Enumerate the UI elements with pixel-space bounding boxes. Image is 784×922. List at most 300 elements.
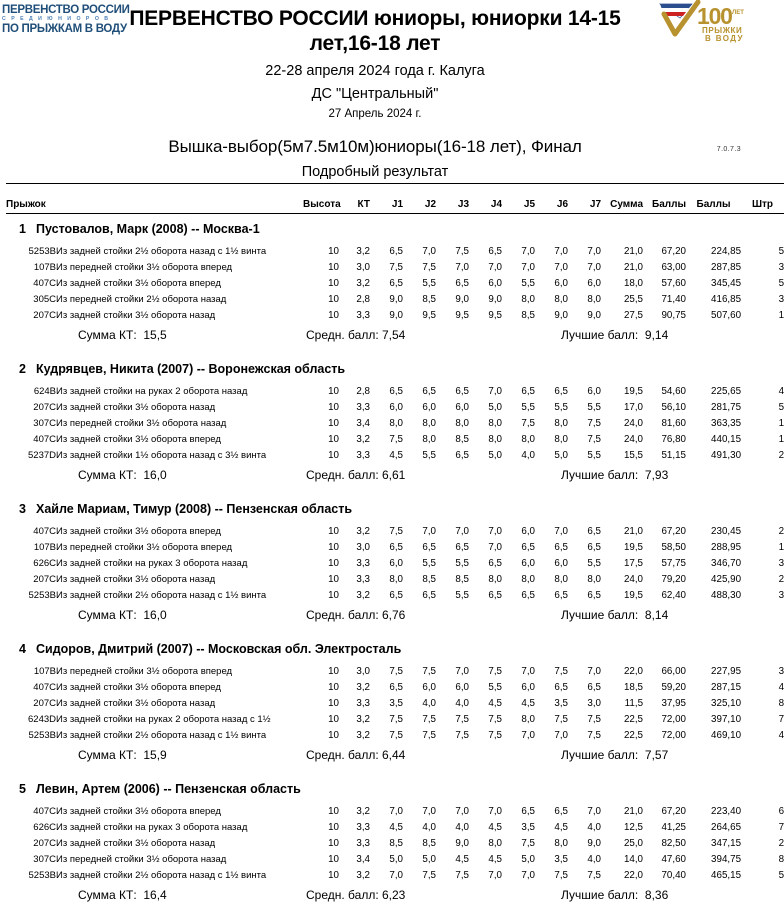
judge-score-j1: 7,5 [389, 713, 404, 725]
dive-points: 58,50 [661, 541, 687, 553]
judge-score-j6: 8,0 [554, 417, 569, 429]
running-total: 287,15 [711, 681, 742, 693]
judge-score-j4: 8,0 [488, 573, 503, 585]
running-total: 347,15 [711, 837, 742, 849]
judge-score-j1: 7,5 [389, 665, 404, 677]
dive-sum: 14,0 [623, 853, 644, 865]
dive-penalty: 8 [778, 697, 784, 709]
judge-score-j7: 7,5 [587, 869, 602, 881]
running-total: 465,15 [711, 869, 742, 881]
avg-score-group [306, 610, 405, 621]
judge-score-j3: 6,5 [455, 277, 470, 289]
dive-sum: 27,5 [623, 309, 644, 321]
judge-score-j4: 8,0 [488, 417, 503, 429]
running-total: 394,75 [711, 853, 742, 865]
dive-code: 407C [33, 805, 56, 817]
avg-score-label: Средн. балл: [306, 468, 379, 482]
judge-score-j1: 7,0 [389, 805, 404, 817]
running-total: 416,85 [711, 293, 742, 305]
dive-height: 10 [328, 261, 340, 273]
dive-points: 54,60 [661, 385, 687, 397]
judge-score-j7: 6,0 [587, 277, 602, 289]
dive-dd: 3,2 [356, 245, 371, 257]
dive-height: 10 [328, 665, 340, 677]
athlete-summary-row [6, 463, 784, 494]
dive-height: 10 [328, 245, 340, 257]
judge-score-j1: 8,0 [389, 417, 404, 429]
judge-score-j7: 7,0 [587, 665, 602, 677]
table-row [6, 243, 784, 259]
dive-code: 207C [33, 573, 56, 585]
judge-score-j6: 3,5 [554, 853, 569, 865]
judge-score-j3: 9,0 [455, 837, 470, 849]
judge-score-j5: 5,5 [521, 277, 536, 289]
dive-points: 76,80 [661, 433, 687, 445]
running-total: 288,95 [711, 541, 742, 553]
dive-code: 407C [33, 681, 56, 693]
judge-score-j1: 8,0 [389, 573, 404, 585]
avg-score-group [306, 750, 405, 761]
table-row [6, 259, 784, 275]
judge-score-j1: 7,5 [389, 261, 404, 273]
dive-dd: 2,8 [356, 385, 371, 397]
dive-description: Из задней стойки 2½ оборота назад с 1½ винта [56, 729, 267, 741]
judge-score-j4: 7,0 [488, 541, 503, 553]
judge-score-j3: 7,5 [455, 245, 470, 257]
judge-score-j1: 7,0 [389, 869, 404, 881]
table-row [6, 867, 784, 883]
dive-penalty: 5 [778, 245, 784, 257]
avg-score-label: Средн. балл: [306, 608, 379, 622]
judge-score-j2: 6,5 [422, 541, 437, 553]
dive-penalty: 1 [778, 541, 784, 553]
athlete-name: Сидоров, Дмитрий (2007) -- Московская обл. Электросталь [36, 642, 402, 656]
judge-score-j5: 8,0 [521, 713, 536, 725]
judge-score-j4: 7,5 [488, 729, 503, 741]
judge-score-j3: 8,5 [455, 433, 470, 445]
dive-code: 407C [33, 277, 56, 289]
sum-dd-group [78, 470, 167, 481]
running-total: 227,95 [711, 665, 742, 677]
dive-description: Из задней стойки 2½ оборота назад с 1½ винта [56, 589, 267, 601]
dive-sum: 21,0 [623, 245, 644, 257]
dive-code: 5237D [28, 449, 56, 461]
dive-sum: 19,5 [623, 541, 644, 553]
judge-score-j2: 7,5 [422, 665, 437, 677]
dive-code: 6243D [28, 713, 56, 725]
judge-score-j2: 6,5 [422, 385, 437, 397]
sum-dd-label: Сумма КТ: [78, 328, 137, 342]
judge-score-j4: 6,5 [488, 557, 503, 569]
svg-text:ПРЫЖКИ: ПРЫЖКИ [702, 26, 743, 35]
column-header-dive: Прыжок [6, 184, 303, 214]
athlete-summary-cell [6, 323, 784, 354]
judge-score-j2: 5,5 [422, 277, 437, 289]
judge-score-j1: 8,5 [389, 837, 404, 849]
dive-penalty: 3 [778, 589, 784, 601]
judge-score-j6: 9,0 [554, 309, 569, 321]
judge-score-j5: 6,5 [521, 589, 536, 601]
dive-description: Из передней стойки 2½ оборота назад [56, 293, 227, 305]
dive-height: 10 [328, 541, 340, 553]
dive-height: 10 [328, 729, 340, 741]
judge-score-j4: 6,0 [488, 277, 503, 289]
judge-score-j5: 4,5 [521, 697, 536, 709]
dive-dd: 3,2 [356, 805, 371, 817]
dive-penalty: 2 [778, 573, 784, 585]
judge-score-j5: 7,0 [521, 665, 536, 677]
table-row [6, 727, 784, 743]
sum-dd-label: Сумма КТ: [78, 748, 137, 762]
judge-score-j6: 6,0 [554, 557, 569, 569]
judge-score-j7: 7,5 [587, 433, 602, 445]
judge-score-j6: 7,0 [554, 245, 569, 257]
dive-description: Из задней стойки 3½ оборота вперед [56, 805, 221, 817]
sum-dd-value: 15,5 [143, 328, 167, 342]
judge-score-j4: 7,0 [488, 525, 503, 537]
judge-score-j2: 7,5 [422, 869, 437, 881]
judge-score-j1: 5,0 [389, 853, 404, 865]
judge-score-j3: 9,0 [455, 293, 470, 305]
athlete-summary-cell [6, 883, 784, 914]
dive-description: Из задней стойки 3½ оборота назад [56, 309, 216, 321]
column-header-j6: J6 [535, 184, 568, 214]
sum-dd-label: Сумма КТ: [78, 608, 137, 622]
judge-score-j1: 6,5 [389, 245, 404, 257]
judge-score-j7: 7,5 [587, 729, 602, 741]
dive-code: 207C [33, 401, 56, 413]
table-row [6, 307, 784, 323]
judge-score-j5: 6,0 [521, 681, 536, 693]
dive-points: 63,00 [661, 261, 687, 273]
judge-score-j7: 5,5 [587, 557, 602, 569]
dive-penalty: 3 [778, 665, 784, 677]
judge-score-j1: 7,5 [389, 729, 404, 741]
dive-description: Из передней стойки 3½ оборота назад [56, 417, 227, 429]
judge-score-j1: 9,0 [389, 309, 404, 321]
dive-height: 10 [328, 573, 340, 585]
avg-score-group [306, 330, 405, 341]
table-row [6, 555, 784, 571]
judge-score-j6: 7,0 [554, 525, 569, 537]
judge-score-j6: 7,5 [554, 869, 569, 881]
judge-score-j6: 7,5 [554, 713, 569, 725]
dive-sum: 24,0 [623, 417, 644, 429]
judge-score-j1: 9,0 [389, 293, 404, 305]
dive-points: 71,40 [661, 293, 687, 305]
best-score-value: 8,14 [644, 608, 669, 622]
dive-points: 66,00 [661, 665, 687, 677]
dive-code: 107B [33, 541, 56, 553]
dive-points: 51,15 [661, 449, 687, 461]
judge-score-j2: 8,5 [422, 293, 437, 305]
table-row [6, 431, 784, 447]
dive-sum: 18,5 [623, 681, 644, 693]
dive-height: 10 [328, 805, 340, 817]
dive-description: Из задней стойки на руках 3 оборота назад [56, 557, 248, 569]
dive-points: 41,25 [661, 821, 687, 833]
running-total: 225,65 [711, 385, 742, 397]
table-row [6, 835, 784, 851]
dive-description: Из задней стойки 1½ оборота назад с 3½ винта [56, 449, 267, 461]
judge-score-j6: 7,0 [554, 261, 569, 273]
athlete-header-cell [6, 634, 784, 663]
dive-code: 5253B [28, 869, 56, 881]
judge-score-j7: 5,5 [587, 401, 602, 413]
dive-dd: 3,2 [356, 277, 371, 289]
avg-score-label: Средн. балл: [306, 888, 379, 902]
dive-points: 59,20 [661, 681, 687, 693]
table-row [6, 663, 784, 679]
sum-dd-value: 16,0 [143, 608, 167, 622]
judge-score-j1: 7,5 [389, 433, 404, 445]
judge-score-j7: 8,0 [587, 573, 602, 585]
judge-score-j7: 9,0 [587, 837, 602, 849]
table-row [6, 803, 784, 819]
judge-score-j6: 6,5 [554, 385, 569, 397]
dive-dd: 3,2 [356, 525, 371, 537]
judge-score-j6: 3,5 [554, 697, 569, 709]
running-total: 325,10 [711, 697, 742, 709]
running-total: 345,45 [711, 277, 742, 289]
dive-code: 305C [33, 293, 56, 305]
sum-dd-value: 16,0 [143, 468, 167, 482]
judge-score-j7: 8,0 [587, 293, 602, 305]
running-total: 264,65 [711, 821, 742, 833]
judge-score-j5: 6,5 [521, 805, 536, 817]
dive-points: 37,95 [661, 697, 687, 709]
dive-description: Из передней стойки 3½ оборота вперед [56, 261, 233, 273]
judge-score-j6: 6,5 [554, 805, 569, 817]
dive-dd: 3,2 [356, 729, 371, 741]
dive-code: 407C [33, 525, 56, 537]
anniversary-logo [658, 0, 746, 44]
dive-dd: 3,3 [356, 697, 371, 709]
judge-score-j4: 9,5 [488, 309, 503, 321]
judge-score-j6: 6,5 [554, 681, 569, 693]
dive-sum: 15,5 [623, 449, 644, 461]
judge-score-j7: 7,0 [587, 261, 602, 273]
dive-code: 5253B [28, 245, 56, 257]
dive-height: 10 [328, 525, 340, 537]
dive-height: 10 [328, 821, 340, 833]
dive-description: Из задней стойки 3½ оборота назад [56, 697, 216, 709]
judge-score-j2: 8,5 [422, 837, 437, 849]
athlete-header-cell [6, 354, 784, 383]
judge-score-j3: 4,5 [455, 853, 470, 865]
column-header-total: Баллы [686, 184, 741, 214]
judge-score-j5: 6,5 [521, 385, 536, 397]
dive-sum: 24,0 [623, 573, 644, 585]
document-header [0, 0, 750, 183]
logo-line-2: С Р Е Д И Ю Н И О Р О В [2, 16, 111, 22]
dive-sum: 22,0 [623, 869, 644, 881]
table-row [6, 275, 784, 291]
column-header-j4: J4 [469, 184, 502, 214]
best-score-value: 9,14 [644, 328, 669, 342]
judge-score-j7: 3,0 [587, 697, 602, 709]
dive-points: 57,75 [661, 557, 687, 569]
dive-penalty: 3 [778, 293, 784, 305]
judge-score-j6: 6,5 [554, 541, 569, 553]
best-score-label: Лучшие балл: [561, 888, 639, 902]
results-table [6, 183, 784, 914]
dive-height: 10 [328, 837, 340, 849]
judge-score-j4: 9,0 [488, 293, 503, 305]
avg-score-value: 7,54 [382, 328, 406, 342]
judge-score-j2: 9,5 [422, 309, 437, 321]
dive-height: 10 [328, 697, 340, 709]
dive-points: 67,20 [661, 525, 687, 537]
judge-score-j4: 6,5 [488, 245, 503, 257]
judge-score-j5: 6,0 [521, 525, 536, 537]
dive-dd: 3,3 [356, 401, 371, 413]
judge-score-j2: 8,0 [422, 433, 437, 445]
dive-code: 307C [33, 417, 56, 429]
athlete-rank: 1 [19, 222, 26, 236]
running-total: 488,30 [711, 589, 742, 601]
table-body [6, 214, 784, 915]
sum-dd-label: Сумма КТ: [78, 888, 137, 902]
dive-height: 10 [328, 853, 340, 865]
dive-penalty: 2 [778, 525, 784, 537]
athlete-header-row [6, 494, 784, 523]
judge-score-j4: 4,5 [488, 853, 503, 865]
judge-score-j4: 7,0 [488, 261, 503, 273]
dive-code: 107B [33, 665, 56, 677]
dive-dd: 3,0 [356, 261, 371, 273]
best-score-group [561, 750, 668, 761]
running-total: 397,10 [711, 713, 742, 725]
judge-score-j4: 7,0 [488, 805, 503, 817]
judge-score-j7: 6,5 [587, 541, 602, 553]
judge-score-j3: 7,5 [455, 713, 470, 725]
column-header-j1: J1 [370, 184, 403, 214]
dive-height: 10 [328, 713, 340, 725]
dive-dd: 3,2 [356, 433, 371, 445]
dive-sum: 25,0 [623, 837, 644, 849]
dive-dd: 3,4 [356, 853, 371, 865]
judge-score-j6: 6,5 [554, 589, 569, 601]
dive-penalty: 2 [778, 837, 784, 849]
judge-score-j1: 6,0 [389, 557, 404, 569]
running-total: 223,40 [711, 805, 742, 817]
dive-description: Из передней стойки 3½ оборота назад [56, 853, 227, 865]
dive-penalty: 1 [778, 417, 784, 429]
dive-dd: 3,3 [356, 821, 371, 833]
table-row [6, 711, 784, 727]
dive-dd: 3,4 [356, 417, 371, 429]
dive-dd: 3,2 [356, 681, 371, 693]
avg-score-value: 6,61 [382, 468, 406, 482]
dive-points: 67,20 [661, 245, 687, 257]
athlete-header-cell [6, 774, 784, 803]
sum-dd-label: Сумма КТ: [78, 468, 137, 482]
judge-score-j6: 5,0 [554, 449, 569, 461]
dive-height: 10 [328, 277, 340, 289]
sum-dd-group [78, 750, 167, 761]
dive-height: 10 [328, 449, 340, 461]
column-header-penalty: Штр [741, 184, 784, 214]
athlete-header-row [6, 774, 784, 803]
column-header-j3: J3 [436, 184, 469, 214]
judge-score-j3: 7,0 [455, 665, 470, 677]
dive-points: 56,10 [661, 401, 687, 413]
dive-height: 10 [328, 401, 340, 413]
sum-dd-value: 15,9 [143, 748, 167, 762]
running-total: 230,45 [711, 525, 742, 537]
dive-points: 62,40 [661, 589, 687, 601]
judge-score-j4: 7,0 [488, 385, 503, 397]
judge-score-j3: 7,0 [455, 261, 470, 273]
dive-dd: 3,3 [356, 309, 371, 321]
dive-dd: 2,8 [356, 293, 371, 305]
dive-penalty: 5 [778, 277, 784, 289]
logo-line-1: ПЕРВЕНСТВО РОССИИ [2, 4, 130, 16]
dive-dd: 3,2 [356, 589, 371, 601]
best-score-group [561, 610, 668, 621]
athlete-summary-cell [6, 743, 784, 774]
column-header-j7: J7 [568, 184, 601, 214]
running-total: 469,10 [711, 729, 742, 741]
athlete-name: Пустовалов, Марк (2008) -- Москва-1 [36, 222, 260, 236]
judge-score-j7: 4,0 [587, 853, 602, 865]
judge-score-j5: 3,5 [521, 821, 536, 833]
dive-description: Из задней стойки 3½ оборота назад [56, 401, 216, 413]
dive-sum: 21,0 [623, 525, 644, 537]
dive-height: 10 [328, 293, 340, 305]
judge-score-j1: 7,5 [389, 525, 404, 537]
judge-score-j5: 8,0 [521, 433, 536, 445]
judge-score-j3: 6,0 [455, 681, 470, 693]
dive-penalty: 1 [778, 433, 784, 445]
event-name: Вышка-выбор(5м7.5м10м)юниоры(16-18 лет), Финал [168, 137, 582, 156]
judge-score-j4: 4,5 [488, 697, 503, 709]
judge-score-j2: 4,0 [422, 697, 437, 709]
dive-dd: 3,0 [356, 541, 371, 553]
athlete-header-row [6, 214, 784, 244]
dive-description: Из задней стойки 3½ оборота вперед [56, 525, 221, 537]
dive-height: 10 [328, 385, 340, 397]
dive-points: 70,40 [661, 869, 687, 881]
athlete-summary-row [6, 603, 784, 634]
judge-score-j3: 9,5 [455, 309, 470, 321]
judge-score-j7: 7,0 [587, 245, 602, 257]
judge-score-j5: 8,5 [521, 309, 536, 321]
judge-score-j2: 7,5 [422, 713, 437, 725]
event-dates: 22-28 апреля 2024 года г. Калуга [265, 63, 485, 79]
dive-dd: 3,0 [356, 665, 371, 677]
judge-score-j7: 6,5 [587, 589, 602, 601]
anniversary-logo-icon [658, 0, 746, 44]
running-total: 346,70 [711, 557, 742, 569]
athlete-rank: 5 [19, 782, 26, 796]
dive-code: 626C [33, 821, 56, 833]
judge-score-j2: 6,5 [422, 589, 437, 601]
judge-score-j2: 7,0 [422, 805, 437, 817]
judge-score-j1: 4,5 [389, 821, 404, 833]
table-row [6, 851, 784, 867]
running-total: 425,90 [711, 573, 742, 585]
best-score-group [561, 470, 668, 481]
best-score-label: Лучшие балл: [561, 608, 639, 622]
dive-dd: 3,3 [356, 573, 371, 585]
running-total: 281,75 [711, 401, 742, 413]
dive-height: 10 [328, 433, 340, 445]
judge-score-j4: 5,0 [488, 401, 503, 413]
dive-sum: 24,0 [623, 433, 644, 445]
judge-score-j6: 8,0 [554, 573, 569, 585]
